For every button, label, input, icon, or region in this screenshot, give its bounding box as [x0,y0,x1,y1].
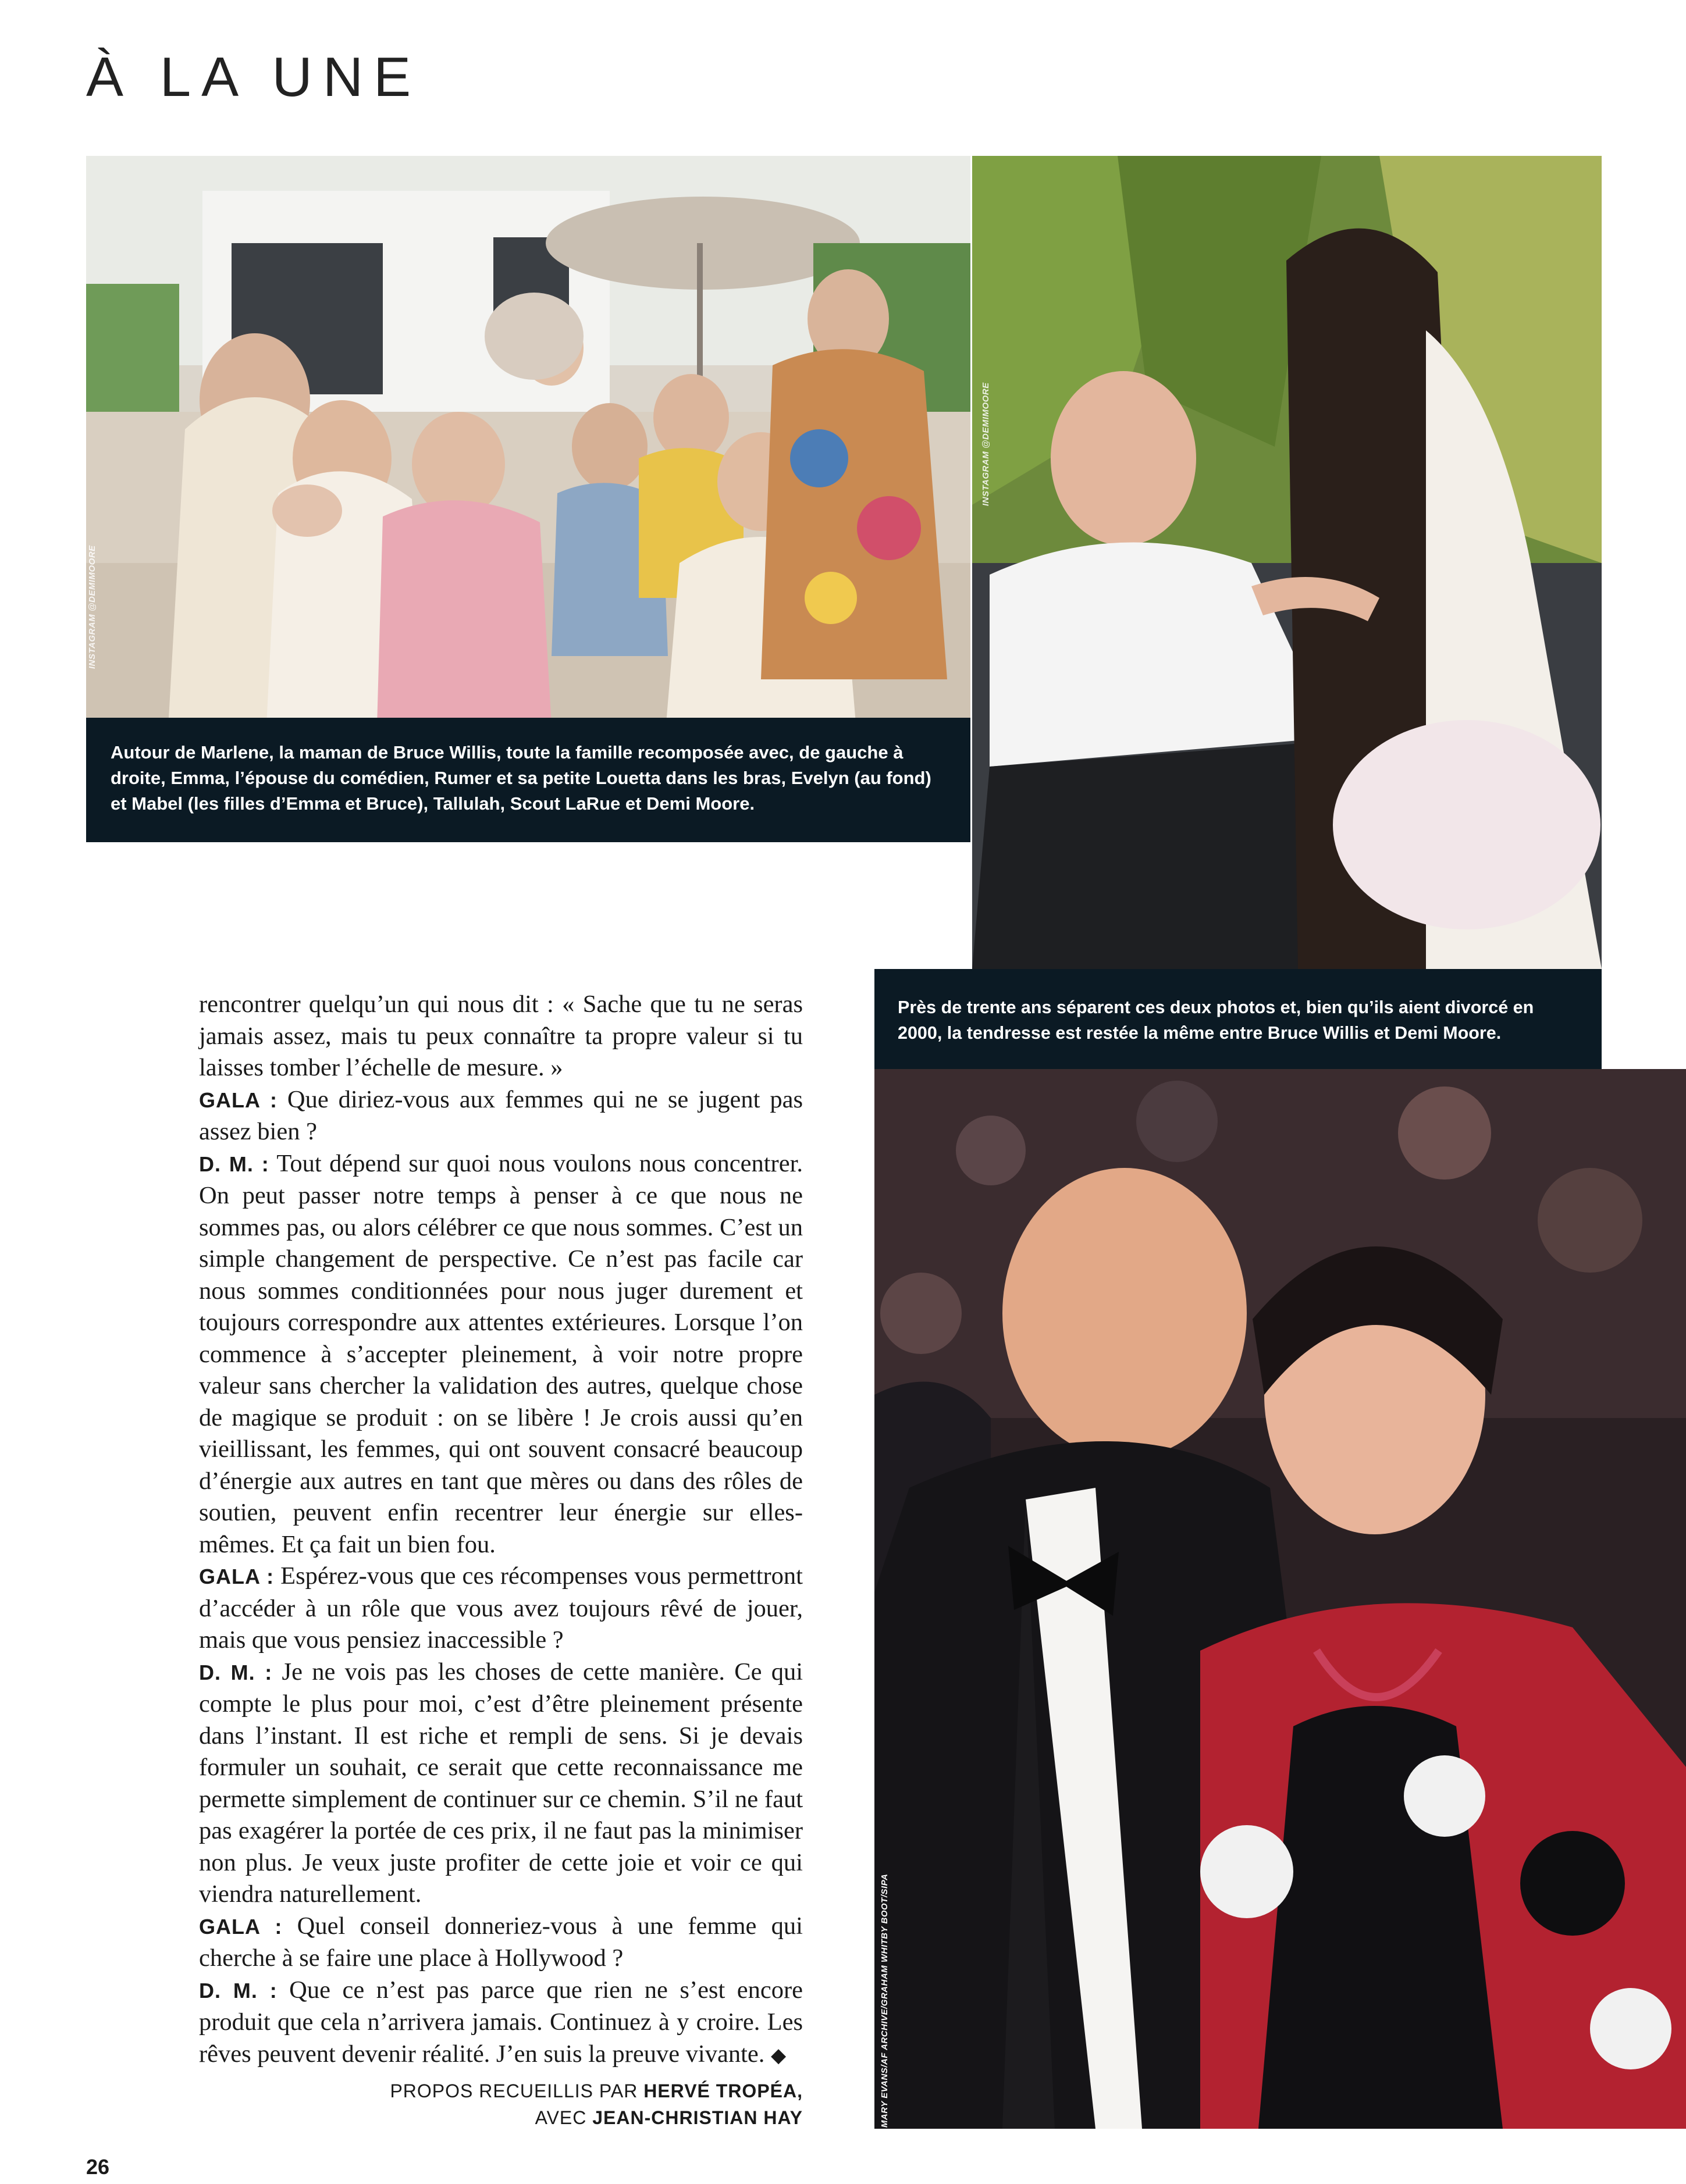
author-name: HERVÉ TROPÉA, [643,2080,803,2101]
bruce-daughter-photo-credit: INSTAGRAM @DEMIMOORE [981,382,991,506]
question-2: GALA : Espérez-vous que ces récompenses vous permettront d’accéder à un rôle que vous avez toujours rêvé de jouer, mais que vous pensiez inaccessible ? [199,1562,803,1654]
couple-caption: Près de trente ans séparent ces deux photos et, bien qu’ils aient divorcé en 2000, la tendresse est restée la même entre Bruce Willis et Demi Moore. [898,997,1534,1043]
page-number: 26 [86,2155,110,2179]
bruce-daughter-photo [972,156,1602,969]
interviewer-label: GALA : [199,1088,278,1112]
answer-2: D. M. : Je ne vois pas les choses de cette manière. Ce qui compte le plus pour moi, c’est d’être pleinement présente dans l’instant. Il est riche et rempli de sens. Si je devais formuler un souhait, ce serait que cette reconnaissance me permette simplement de continuer sur ce chemin. S’il ne faut pas exagérer la portée de ces prix, il ne faut pas la minimiser non plus. Je veux juste profiter de cette joie et voir ce qui viendra naturellement. [199,1658,803,1908]
interviewee-label: D. M. : [199,1660,273,1684]
interviewer-label: GALA : [199,1565,275,1588]
interviewee-label: D. M. : [199,1978,278,2003]
signature-line-2: AVEC JEAN-CHRISTIAN HAY [535,2107,803,2128]
couple-photo [874,1069,1686,2129]
answer-1: D. M. : Tout dépend sur quoi nous voulons nous concentrer. On peut passer notre temps à penser à ce que nous ne sommes pas, ou alors célébrer ce que nous sommes. C’est un simple changement de perspective. Ce n’est pas facile car nous sommes conditionnées pour nous juger durement et toujours correspondre aux attentes extérieures. Lorsque l’on commence à s’accepter pleinement, à voir notre propre valeur sans chercher la validation des autres, quelque chose de magique se produit : on se libère ! Je crois aussi qu’en vieillissant, les femmes, qui ont souvent consacré beaucoup d’énergie aux autres en tant que mères ou dans des rôles de soutien, peuvent enfin recentrer leur énergie sur elles-mêmes. Et ça fait un bien fou. [199,1149,803,1558]
couple-caption-box [874,969,1602,1069]
family-photo-credit: INSTAGRAM @DEMIMOORE [87,545,97,669]
question-3: GALA : Quel conseil donneriez-vous à une femme qui cherche à se faire une place à Hollywood ? [199,1912,803,1972]
interviewee-label: D. M. : [199,1152,269,1176]
article-intro: rencontrer quelqu’un qui nous dit : « Sache que tu ne seras jamais assez, mais tu peux connaître ta propre valeur si tu laisses tomber l’échelle de mesure. » [199,991,803,1081]
article-signature [390,2078,803,2131]
answer-3: D. M. : Que ce n’est pas parce que rien ne s’est encore produit que cela n’arrivera jamais. Continuez à y croire. Les rêves peuvent devenir réalité. J’en suis la preuve vivante. ◆ [199,1976,803,2068]
article-body [199,989,803,2072]
question-1: GALA : Que diriez-vous aux femmes qui ne se jugent pas assez bien ? [199,1085,803,1145]
end-mark-icon: ◆ [771,2044,787,2067]
couple-photo-credit: MARY EVANS/AF ARCHIVE/GRAHAM WHITBY BOOT/SIPA [880,1873,890,2128]
interviewer-label: GALA : [199,1914,283,1939]
family-caption: Autour de Marlene, la maman de Bruce Willis, toute la famille recomposée avec, de gauche à droite, Emma, l’épouse du comédien, Rumer et sa petite Louetta dans les bras, Evelyn (au fond) et Mabel (les filles d’Emma et Bruce), Tallulah, Scout LaRue et Demi Moore. [111,742,931,814]
section-title: À LA UNE [86,46,422,108]
signature-line-1: PROPOS RECUEILLIS PAR HERVÉ TROPÉA, [390,2080,803,2101]
family-caption-box [86,718,970,842]
coauthor-name: JEAN-CHRISTIAN HAY [592,2107,803,2128]
